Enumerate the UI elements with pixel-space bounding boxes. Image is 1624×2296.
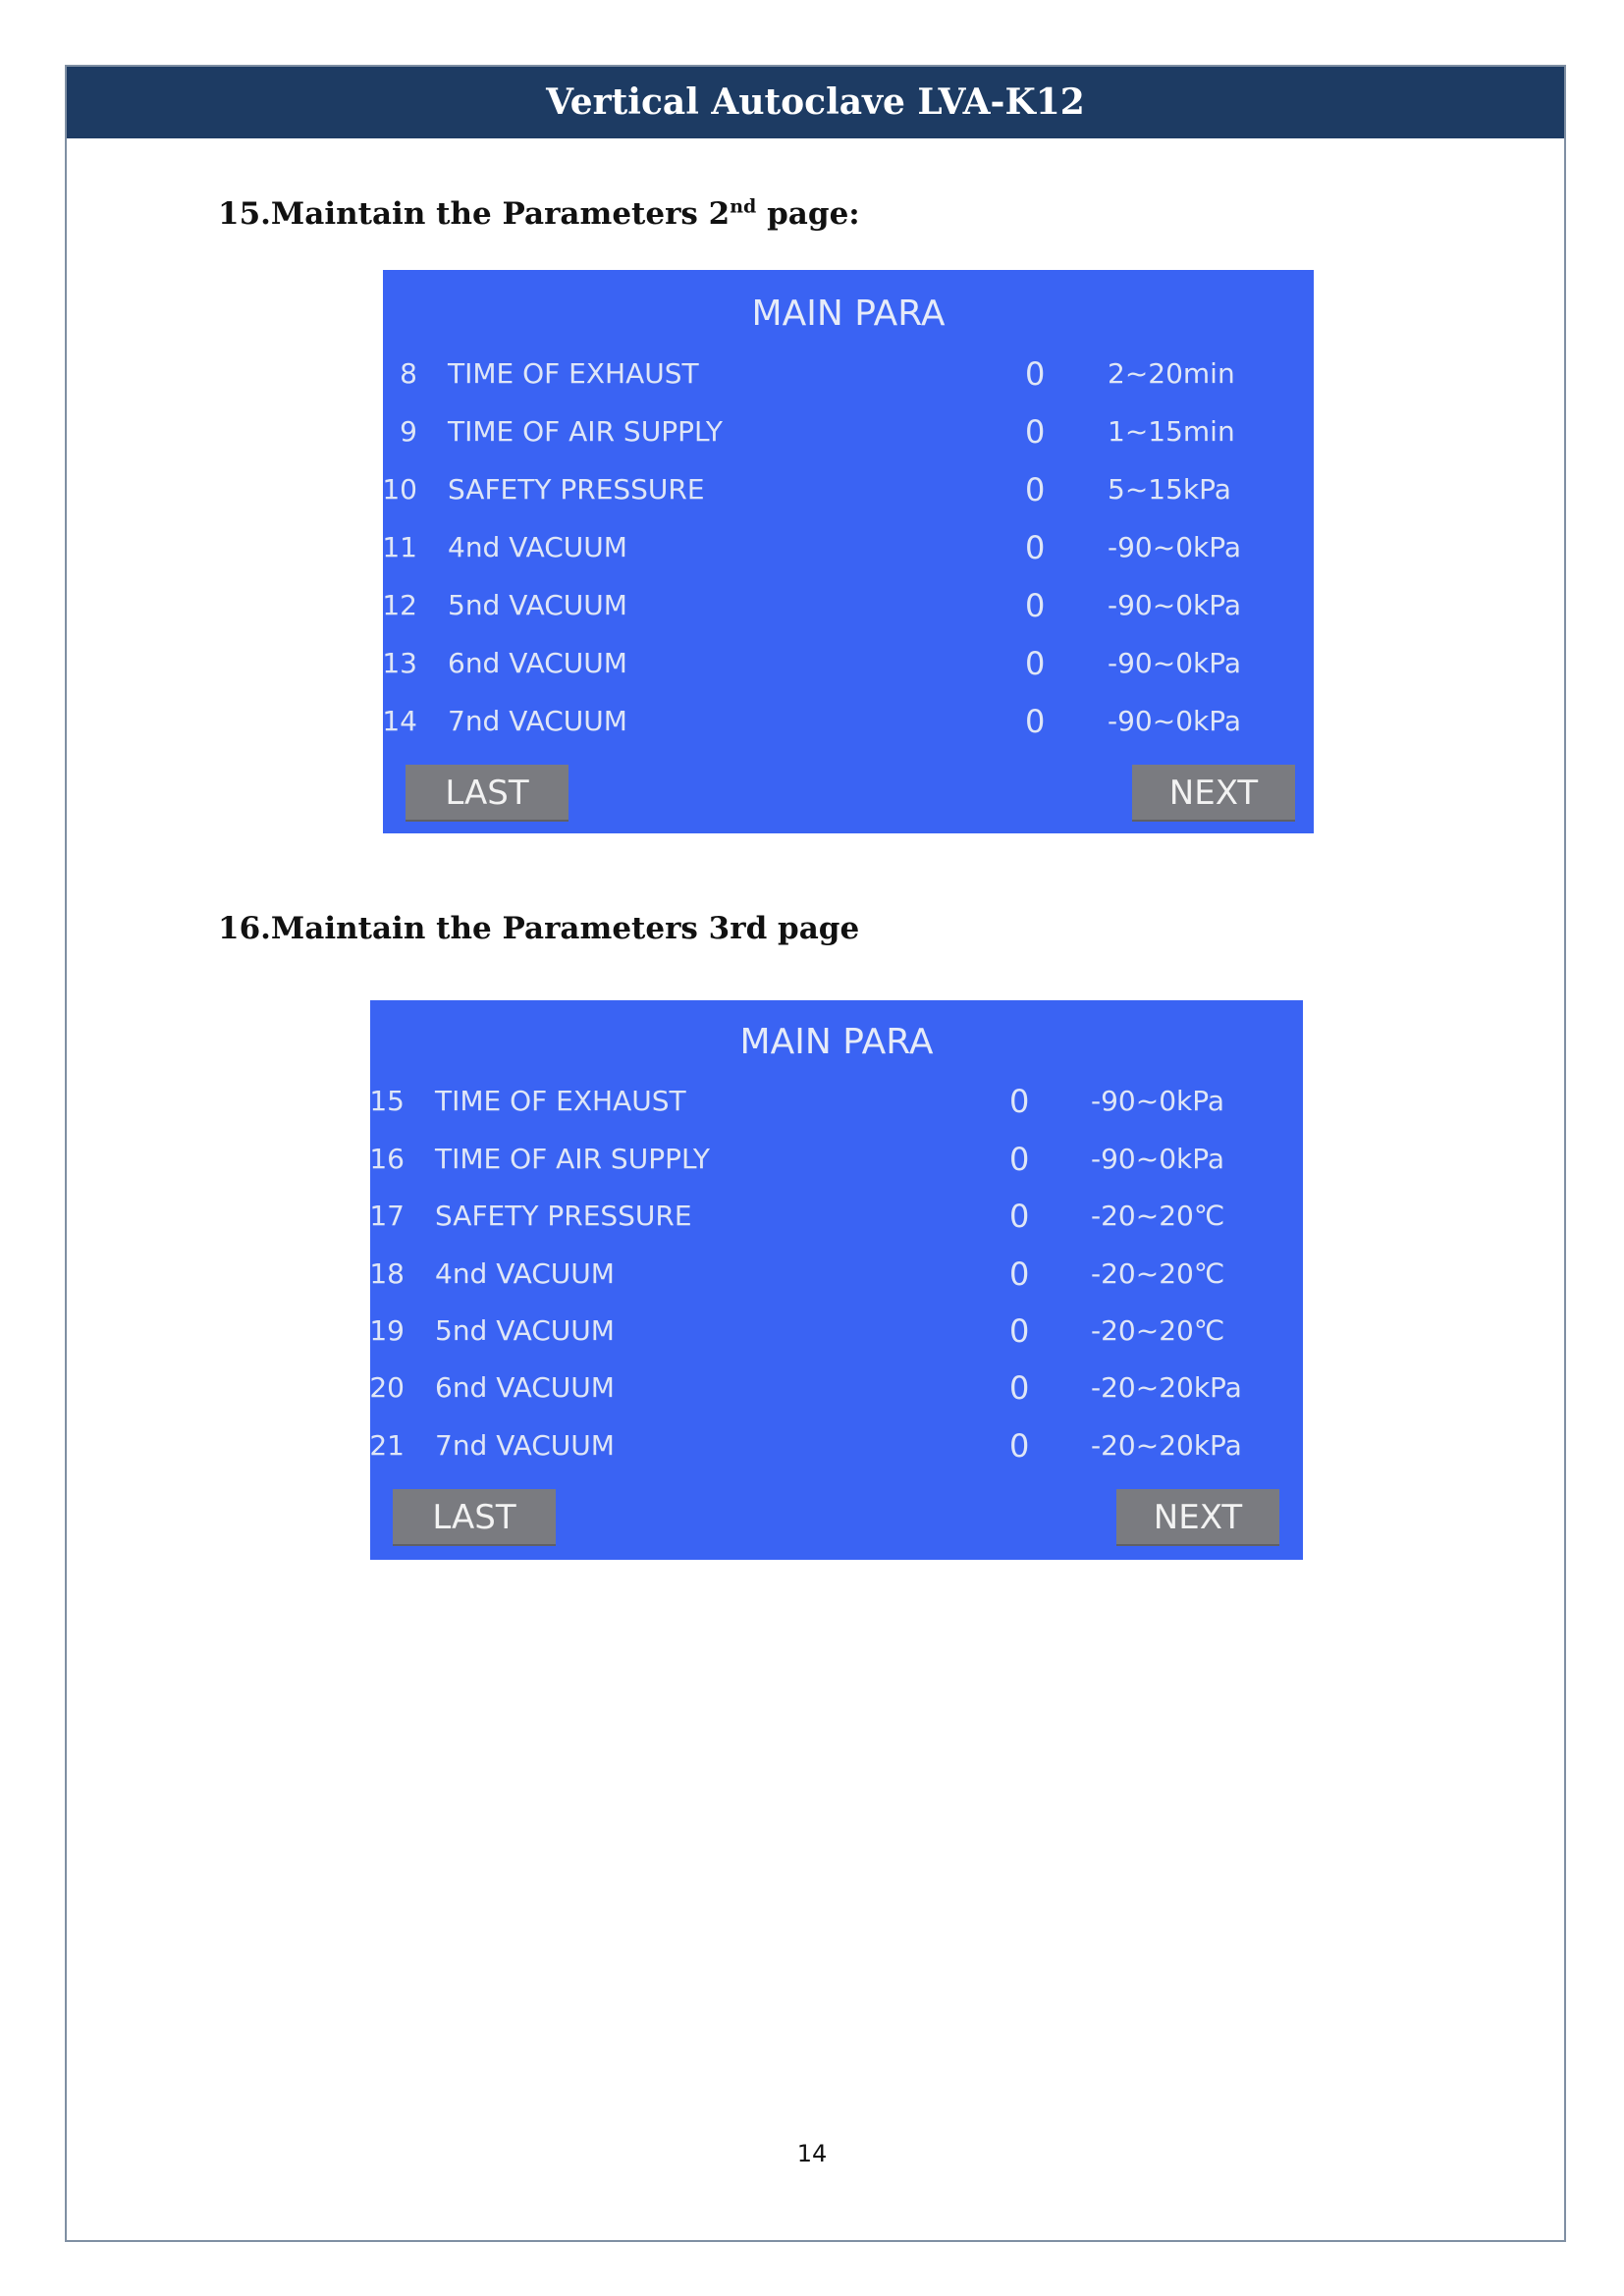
param-row[interactable] xyxy=(383,644,1314,683)
param-range: 1~15min xyxy=(1108,415,1235,448)
param-row[interactable] xyxy=(383,470,1314,509)
section-heading-suffix: page: xyxy=(756,196,860,232)
param-label: 4nd VACUUM xyxy=(448,531,627,563)
param-row[interactable] xyxy=(370,1311,1303,1351)
param-range: -90~0kPa xyxy=(1091,1143,1225,1175)
param-row[interactable] xyxy=(383,412,1314,452)
param-value[interactable]: 0 xyxy=(1009,1427,1030,1465)
param-label: TIME OF EXHAUST xyxy=(448,357,699,390)
param-number: 14 xyxy=(382,705,417,737)
param-range: 2~20min xyxy=(1108,357,1235,390)
section-heading-text: 16.Maintain the Parameters 3rd page xyxy=(218,911,860,946)
param-range: -20~20℃ xyxy=(1091,1257,1225,1290)
param-number: 13 xyxy=(382,647,417,679)
param-row[interactable] xyxy=(370,1197,1303,1236)
param-value[interactable]: 0 xyxy=(1025,413,1046,451)
param-value[interactable]: 0 xyxy=(1009,1141,1030,1178)
param-value[interactable]: 0 xyxy=(1025,355,1046,393)
main-para-screen-page-2 xyxy=(383,270,1314,833)
param-number: 16 xyxy=(369,1143,405,1175)
section-heading-16 xyxy=(218,911,859,946)
param-label: 4nd VACUUM xyxy=(435,1257,615,1290)
last-button[interactable]: LAST xyxy=(393,1489,556,1546)
param-label: TIME OF AIR SUPPLY xyxy=(435,1143,710,1175)
param-label: 5nd VACUUM xyxy=(435,1314,615,1347)
screen-title: MAIN PARA xyxy=(739,1022,934,1062)
page-number: 14 xyxy=(796,2140,828,2167)
param-value[interactable]: 0 xyxy=(1009,1198,1030,1235)
param-range: -90~0kPa xyxy=(1108,589,1242,621)
param-number: 17 xyxy=(369,1200,405,1232)
param-number: 15 xyxy=(369,1085,405,1117)
param-range: -20~20kPa xyxy=(1091,1371,1242,1404)
param-number: 8 xyxy=(400,357,417,390)
param-label: 7nd VACUUM xyxy=(448,705,627,737)
next-button[interactable]: NEXT xyxy=(1132,765,1295,822)
param-label: TIME OF EXHAUST xyxy=(435,1085,686,1117)
param-range: 5~15kPa xyxy=(1108,473,1231,506)
param-range: -90~0kPa xyxy=(1108,647,1242,679)
section-heading-text: 15.Maintain the Parameters 2 xyxy=(218,196,731,232)
param-value[interactable]: 0 xyxy=(1009,1083,1030,1120)
param-number: 10 xyxy=(382,473,417,506)
param-label: 5nd VACUUM xyxy=(448,589,627,621)
document-header: Vertical Autoclave LVA-K12 xyxy=(67,67,1564,138)
param-value[interactable]: 0 xyxy=(1009,1312,1030,1350)
param-label: TIME OF AIR SUPPLY xyxy=(448,415,723,448)
main-para-screen-page-3 xyxy=(370,1000,1303,1560)
last-button[interactable]: LAST xyxy=(406,765,568,822)
param-number: 21 xyxy=(369,1429,405,1462)
param-range: -90~0kPa xyxy=(1091,1085,1225,1117)
param-number: 11 xyxy=(382,531,417,563)
param-row[interactable] xyxy=(370,1255,1303,1294)
param-number: 12 xyxy=(382,589,417,621)
param-row[interactable] xyxy=(370,1082,1303,1121)
param-row[interactable] xyxy=(383,702,1314,741)
param-label: 7nd VACUUM xyxy=(435,1429,615,1462)
param-number: 19 xyxy=(369,1314,405,1347)
param-range: -20~20℃ xyxy=(1091,1200,1225,1232)
param-number: 9 xyxy=(400,415,417,448)
param-value[interactable]: 0 xyxy=(1025,587,1046,624)
param-label: SAFETY PRESSURE xyxy=(435,1200,692,1232)
param-range: -90~0kPa xyxy=(1108,705,1242,737)
param-value[interactable]: 0 xyxy=(1025,645,1046,682)
param-label: 6nd VACUUM xyxy=(448,647,627,679)
param-row[interactable] xyxy=(370,1426,1303,1466)
param-label: SAFETY PRESSURE xyxy=(448,473,705,506)
param-number: 18 xyxy=(369,1257,405,1290)
param-range: -90~0kPa xyxy=(1108,531,1242,563)
section-heading-15 xyxy=(218,196,860,232)
param-value[interactable]: 0 xyxy=(1025,471,1046,508)
param-value[interactable]: 0 xyxy=(1025,529,1046,566)
param-row[interactable] xyxy=(383,528,1314,567)
param-number: 20 xyxy=(369,1371,405,1404)
param-row[interactable] xyxy=(383,354,1314,394)
next-button[interactable]: NEXT xyxy=(1116,1489,1279,1546)
param-row[interactable] xyxy=(370,1368,1303,1408)
section-heading-superscript: nd xyxy=(730,195,757,218)
param-range: -20~20kPa xyxy=(1091,1429,1242,1462)
param-row[interactable] xyxy=(370,1140,1303,1179)
param-row[interactable] xyxy=(383,586,1314,625)
screen-title: MAIN PARA xyxy=(751,294,946,334)
param-label: 6nd VACUUM xyxy=(435,1371,615,1404)
param-value[interactable]: 0 xyxy=(1009,1255,1030,1293)
param-value[interactable]: 0 xyxy=(1009,1369,1030,1407)
param-range: -20~20℃ xyxy=(1091,1314,1225,1347)
param-value[interactable]: 0 xyxy=(1025,703,1046,740)
